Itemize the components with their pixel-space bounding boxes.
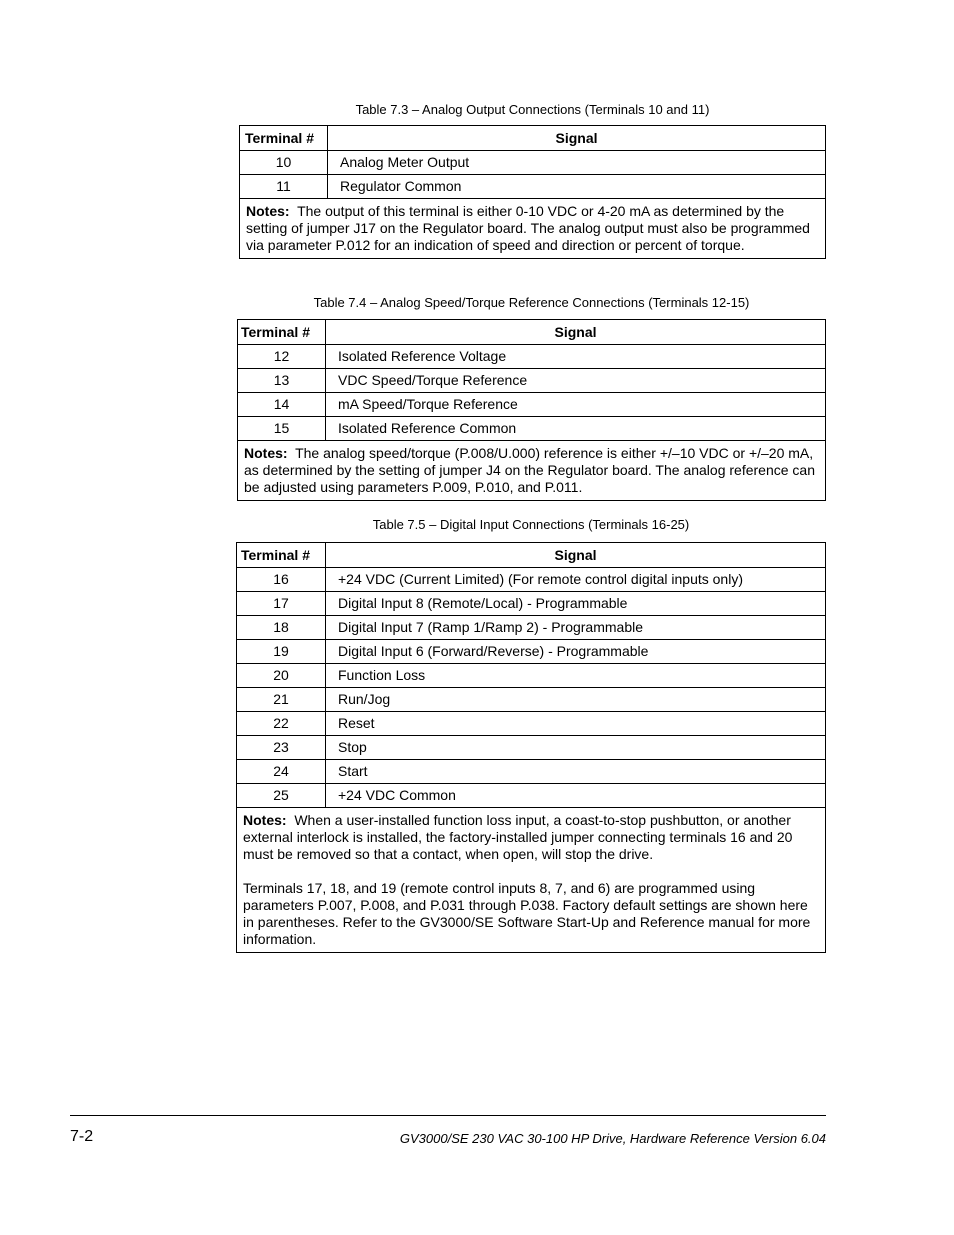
column-header-signal: Signal [328, 126, 826, 151]
table-row [237, 784, 826, 808]
terminal-number: 13 [238, 369, 326, 393]
signal-name: Function Loss [326, 664, 826, 688]
notes-label: Notes: [246, 203, 290, 219]
table-caption: Table 7.3 – Analog Output Connections (Terminals 10 and 11) [355, 102, 710, 117]
terminal-number: 16 [237, 568, 326, 592]
table-row [238, 393, 826, 417]
table-row [238, 345, 826, 369]
table-row [240, 151, 826, 175]
signal-name: Regulator Common [328, 175, 826, 199]
terminal-number: 10 [240, 151, 328, 175]
table-caption: Table 7.4 – Analog Speed/Torque Reference Connections (Terminals 12-15) [313, 295, 750, 310]
column-header-terminal: Terminal # [237, 543, 326, 568]
terminal-number: 24 [237, 760, 326, 784]
terminal-number: 15 [238, 417, 326, 441]
signal-name: mA Speed/Torque Reference [326, 393, 826, 417]
terminal-number: 25 [237, 784, 326, 808]
signal-name: +24 VDC (Current Limited) (For remote control digital inputs only) [326, 568, 826, 592]
terminal-number: 12 [238, 345, 326, 369]
terminal-number: 18 [237, 616, 326, 640]
terminal-number: 23 [237, 736, 326, 760]
column-header-signal: Signal [326, 543, 826, 568]
signal-name: Reset [326, 712, 826, 736]
table-notes [237, 808, 826, 953]
signal-name: Isolated Reference Common [326, 417, 826, 441]
table-notes [238, 441, 826, 501]
column-header-signal: Signal [326, 320, 826, 345]
column-header-terminal: Terminal # [238, 320, 326, 345]
signal-name: Start [326, 760, 826, 784]
table-row [237, 712, 826, 736]
table-row [237, 736, 826, 760]
signal-name: Isolated Reference Voltage [326, 345, 826, 369]
notes-text: Terminals 17, 18, and 19 (remote control inputs 8, 7, and 6) are programmed using parameters P.007, P.008, and P.031 through P.038. Factory default settings are shown here in parentheses. Refer to the GV3000/SE Software Start-Up and Reference manual for more information. [243, 880, 811, 947]
terminal-number: 20 [237, 664, 326, 688]
terminal-number: 11 [240, 175, 328, 199]
signal-name: Stop [326, 736, 826, 760]
table-caption: Table 7.5 – Digital Input Connections (Terminals 16-25) [372, 517, 690, 532]
signal-name: Digital Input 7 (Ramp 1/Ramp 2) - Programmable [326, 616, 826, 640]
page-number: 7-2 [70, 1128, 94, 1145]
signal-name: VDC Speed/Torque Reference [326, 369, 826, 393]
table-row [237, 640, 826, 664]
terminal-number: 21 [237, 688, 326, 712]
signal-name: +24 VDC Common [326, 784, 826, 808]
table-row [237, 688, 826, 712]
table-row [237, 664, 826, 688]
notes-text: The output of this terminal is either 0-10 VDC or 4-20 mA as determined by the setting of jumper J17 on the Regulator board. The analog output must also be programmed via parameter P.012 for an indication of speed and direction or percent of torque. [246, 203, 810, 253]
table-row [237, 616, 826, 640]
table-row [237, 568, 826, 592]
notes-paragraph [243, 812, 819, 863]
signal-name: Analog Meter Output [328, 151, 826, 175]
terminal-number: 19 [237, 640, 326, 664]
table-row [240, 175, 826, 199]
terminal-number: 17 [237, 592, 326, 616]
table-row [238, 369, 826, 393]
table-notes [240, 199, 826, 259]
column-header-terminal: Terminal # [240, 126, 328, 151]
analog-reference-table [237, 319, 826, 501]
signal-name: Digital Input 8 (Remote/Local) - Programmable [326, 592, 826, 616]
footer-document-title: GV3000/SE 230 VAC 30-100 HP Drive, Hardware Reference Version 6.04 [399, 1131, 826, 1146]
notes-label: Notes: [243, 812, 287, 828]
signal-name: Digital Input 6 (Forward/Reverse) - Programmable [326, 640, 826, 664]
table-row [237, 760, 826, 784]
table-row [237, 592, 826, 616]
signal-name: Run/Jog [326, 688, 826, 712]
analog-output-table [239, 125, 826, 259]
terminal-number: 14 [238, 393, 326, 417]
table-row [238, 417, 826, 441]
notes-text: The analog speed/torque (P.008/U.000) reference is either +/–10 VDC or +/–20 mA, as determined by the setting of jumper J4 on the Regulator board. The analog reference can be adjusted using parameters P.009, P.010, and P.011. [244, 445, 815, 495]
notes-label: Notes: [244, 445, 288, 461]
terminal-number: 22 [237, 712, 326, 736]
footer-rule [70, 1115, 826, 1116]
digital-input-table [236, 542, 826, 953]
notes-text: When a user-installed function loss input, a coast-to-stop pushbutton, or another external interlock is installed, the factory-installed jumper connecting terminals 16 and 20 must be removed so that a contact, when open, will stop the drive. [243, 812, 793, 862]
